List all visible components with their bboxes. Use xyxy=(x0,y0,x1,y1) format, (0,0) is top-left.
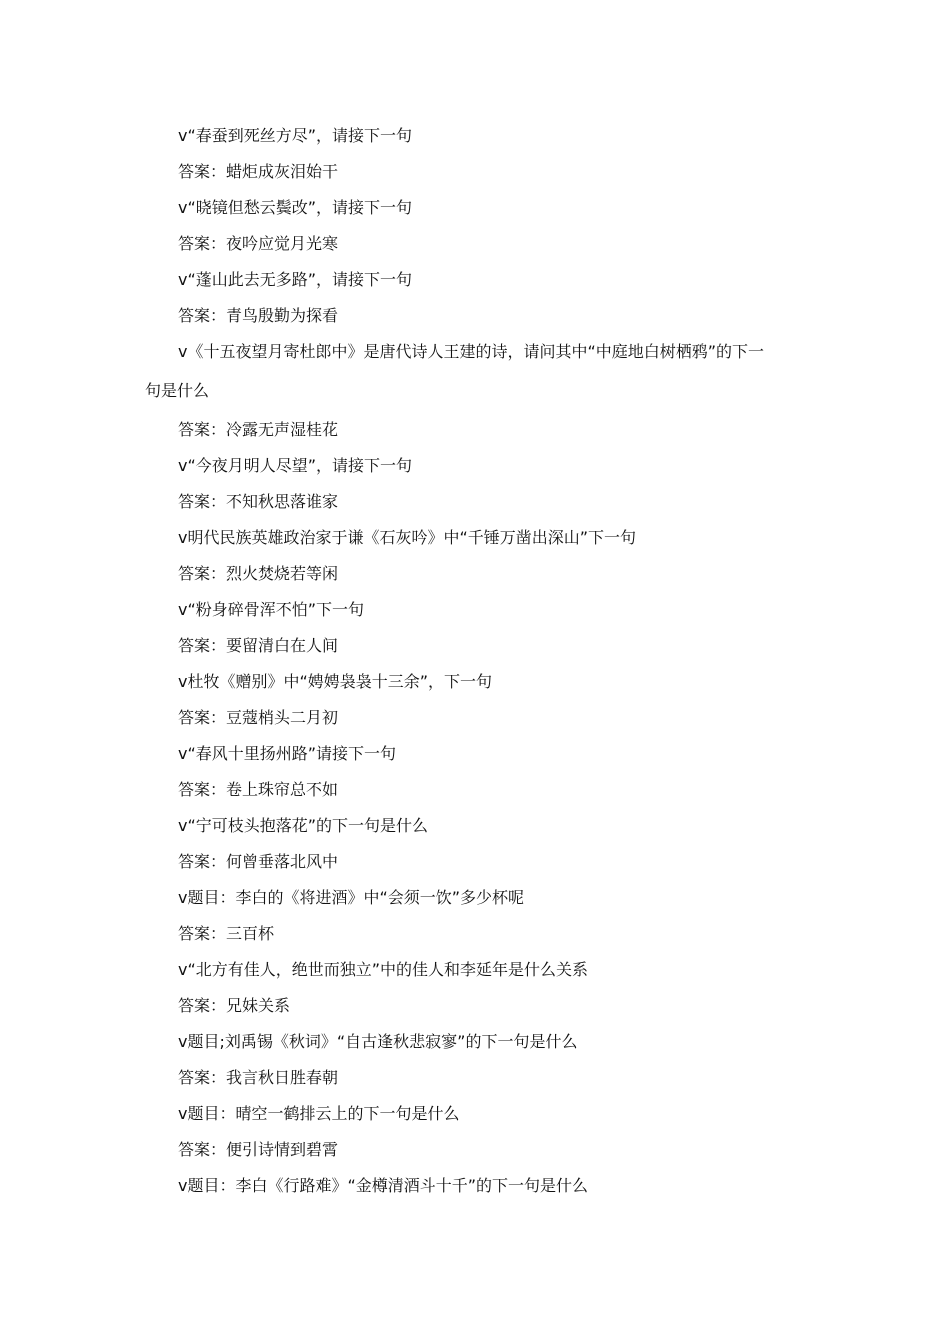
document-page xyxy=(0,118,950,1204)
answer-10: 答案：何曾垂落北风中 xyxy=(178,852,339,871)
answer-5: 答案：不知秋思落谁家 xyxy=(178,492,339,511)
answer-4: 答案：冷露无声湿桂花 xyxy=(178,420,339,439)
question-2: v“晓镜但愁云鬓改”，请接下一句 xyxy=(178,198,413,217)
answer-9: 答案：卷上珠帘总不如 xyxy=(178,780,339,799)
question-14: v题目：晴空一鹤排云上的下一句是什么 xyxy=(178,1104,460,1123)
question-3: v“蓬山此去无多路”，请接下一句 xyxy=(178,270,413,289)
question-1: v“春蚕到死丝方尽”，请接下一句 xyxy=(178,126,413,145)
question-11: v题目：李白的《将进酒》中“会须一饮”多少杯呢 xyxy=(178,888,525,907)
answer-11: 答案：三百杯 xyxy=(178,924,275,943)
question-15: v题目：李白《行路难》“金樽清酒斗十千”的下一句是什么 xyxy=(178,1176,589,1195)
answer-2: 答案：夜吟应觉月光寒 xyxy=(178,234,339,253)
answer-6: 答案：烈火焚烧若等闲 xyxy=(178,564,339,583)
answer-1: 答案：蜡炬成灰泪始干 xyxy=(178,162,339,181)
question-7: v“粉身碎骨浑不怕”下一句 xyxy=(178,600,365,619)
answer-13: 答案：我言秋日胜春朝 xyxy=(178,1068,339,1087)
question-5: v“今夜月明人尽望”，请接下一句 xyxy=(178,456,413,475)
question-13: v题目;刘禹锡《秋词》“自古逢秋悲寂寥”的下一句是什么 xyxy=(178,1032,578,1051)
question-10: v“宁可枝头抱落花”的下一句是什么 xyxy=(178,816,429,835)
question-4: v《十五夜望月寄杜郎中》是唐代诗人王建的诗，请问其中“中庭地白树栖鸦”的下一 xyxy=(178,342,765,361)
question-9: v“春风十里扬州路”请接下一句 xyxy=(178,744,397,763)
answer-3: 答案：青鸟殷勤为探看 xyxy=(178,306,339,325)
question-6: v明代民族英雄政治家于谦《石灰吟》中“千锤万凿出深山”下一句 xyxy=(178,528,637,547)
question-12: v“北方有佳人，绝世而独立”中的佳人和李延年是什么关系 xyxy=(178,960,589,979)
answer-14: 答案：便引诗情到碧霄 xyxy=(178,1140,339,1159)
question-4-continued: 句是什么 xyxy=(145,381,210,400)
question-8: v杜牧《赠别》中“娉娉袅袅十三余”，下一句 xyxy=(178,672,493,691)
answer-7: 答案：要留清白在人间 xyxy=(178,636,339,655)
answer-12: 答案：兄妹关系 xyxy=(178,996,291,1015)
answer-8: 答案：豆蔻梢头二月初 xyxy=(178,708,339,727)
